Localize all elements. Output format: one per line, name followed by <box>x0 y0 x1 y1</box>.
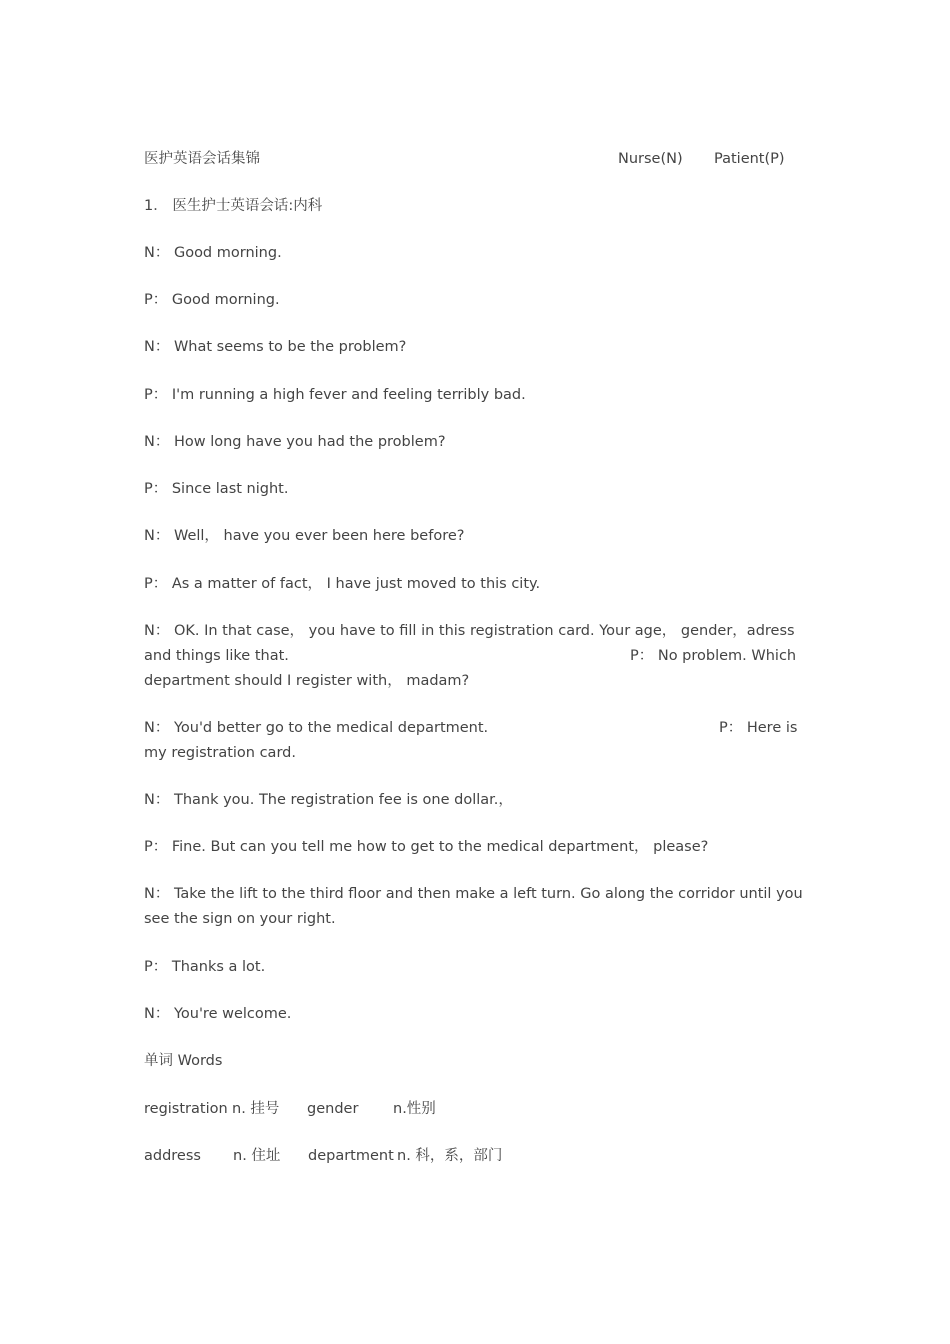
dialogue-line: P： No problem. Which <box>630 648 797 664</box>
dialogue-line: N： Good morning. <box>144 245 282 261</box>
dialogue-line: department should I register with， madam? <box>144 673 470 689</box>
vocab-definition: n.性别 <box>393 1101 436 1117</box>
dialogue-line: and things like that. <box>144 648 289 664</box>
patient-legend: Patient(P) <box>714 151 785 167</box>
dialogue-line: P： Since last night. <box>144 481 289 497</box>
dialogue-line: P： Good morning. <box>144 292 280 308</box>
vocab-term: address <box>144 1148 201 1164</box>
vocab-term: department <box>308 1148 394 1164</box>
dialogue-line: P： Thanks a lot. <box>144 959 266 975</box>
dialogue-line: N： Take the lift to the third floor and then make a left turn. Go along the corridor until you see the sign on your right. <box>144 886 803 927</box>
dialogue-line: N： You'd better go to the medical department. <box>144 720 489 736</box>
dialogue-line: P： I'm running a high fever and feeling terribly bad. <box>144 387 526 403</box>
vocab-definition: n. 住址 <box>233 1148 281 1164</box>
dialogue-line: P： Here is <box>719 720 798 736</box>
dialogue-line: N： Thank you. The registration fee is one dollar.， <box>144 792 513 808</box>
vocab-definition: n. 科，系，部门 <box>397 1148 503 1164</box>
vocab-definition: n. 挂号 <box>232 1101 280 1117</box>
dialogue-line: N： How long have you had the problem? <box>144 434 446 450</box>
document-title: 医护英语会话集锦 <box>144 151 260 167</box>
vocab-term: gender <box>307 1101 359 1117</box>
dialogue-line: my registration card. <box>144 745 296 761</box>
dialogue-line: N： Well， have you ever been here before? <box>144 528 465 544</box>
nurse-legend: Nurse(N) <box>618 151 683 167</box>
dialogue-line: N： OK. In that case， you have to fill in this registration card. Your age， gender，adress <box>144 623 795 639</box>
dialogue-line: N： You're welcome. <box>144 1006 292 1022</box>
words-heading: 单词 Words <box>144 1053 223 1069</box>
vocab-term: registration <box>144 1101 228 1117</box>
section-heading: 1． 医生护士英语会话:内科 <box>144 198 323 214</box>
dialogue-line: P： As a matter of fact， I have just moved to this city. <box>144 576 541 592</box>
dialogue-line: P： Fine. But can you tell me how to get to the medical department， please? <box>144 839 709 855</box>
dialogue-line: N： What seems to be the problem? <box>144 339 407 355</box>
